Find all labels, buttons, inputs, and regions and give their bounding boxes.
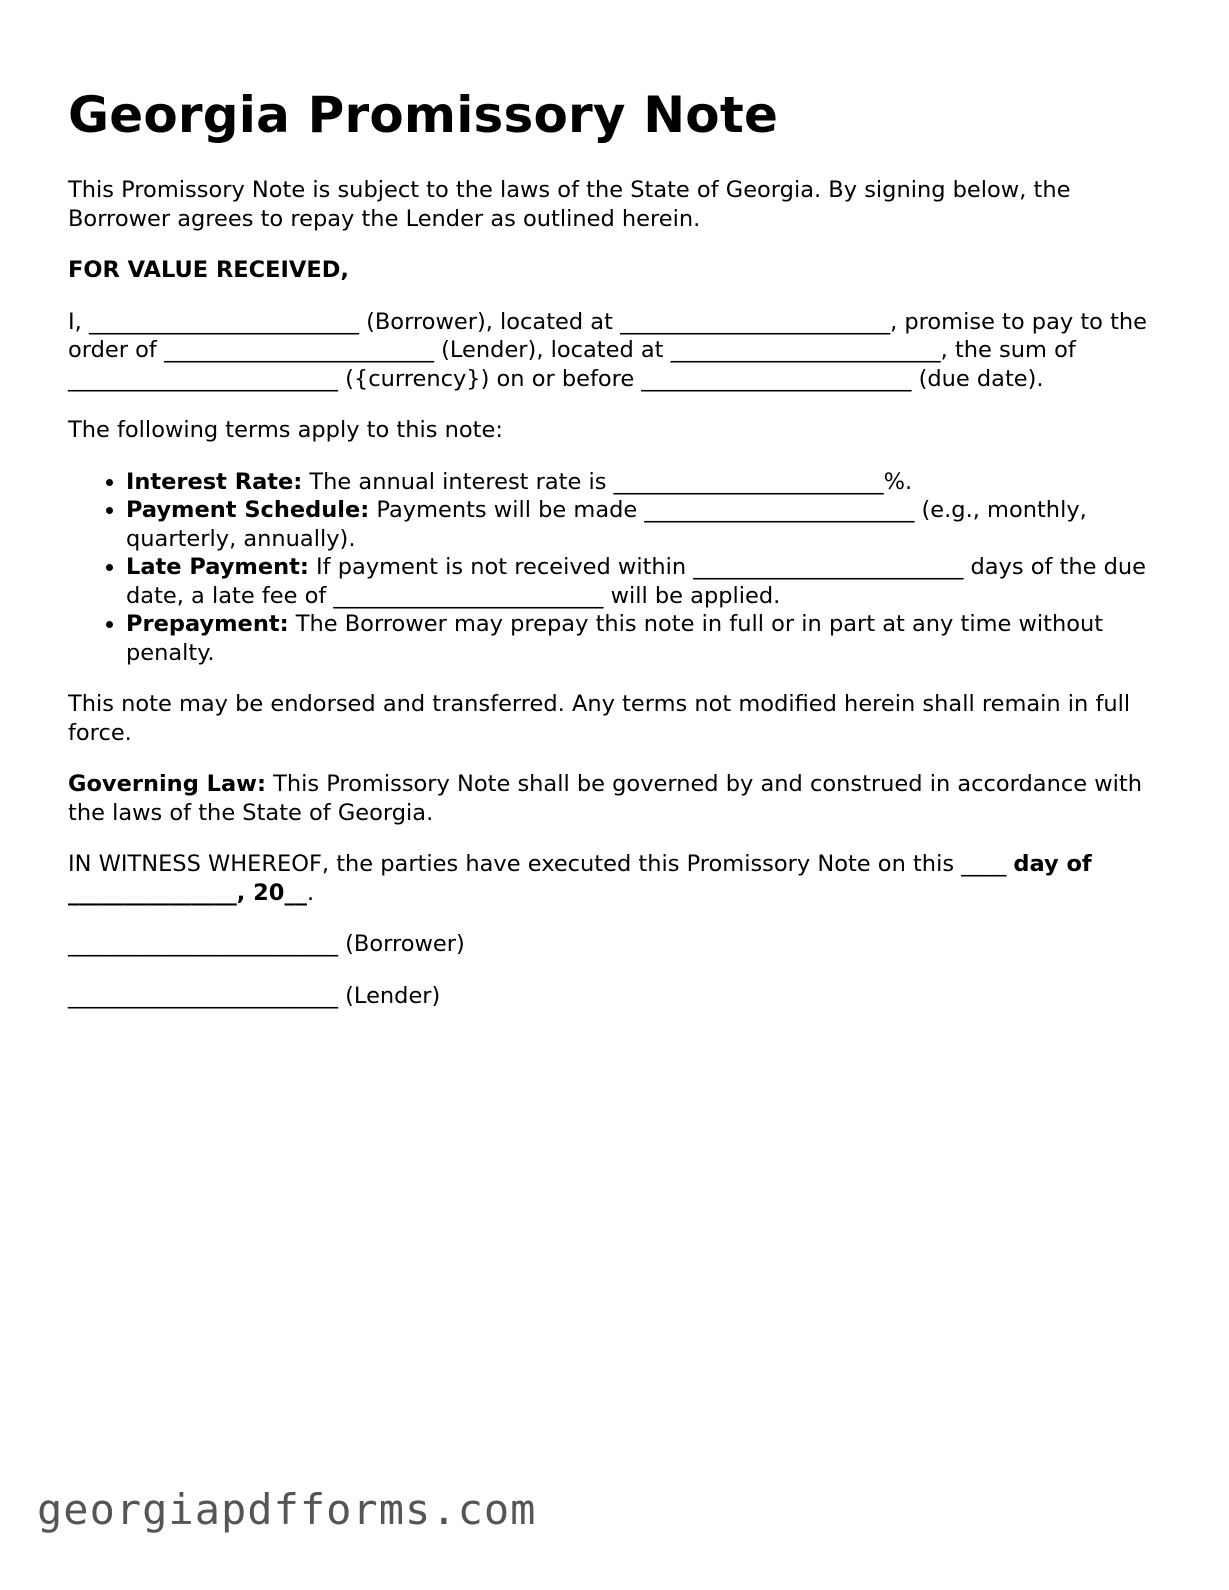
term-text: Payments will be made ________________________ (e.g., monthly, quarterly, annually). xyxy=(126,497,1087,552)
term-label: Prepayment: xyxy=(126,611,289,637)
term-label: Late Payment: xyxy=(126,554,309,580)
witness-text: IN WITNESS WHEREOF, the parties have executed this Promissory Note on this ____ xyxy=(68,851,1014,877)
endorse-paragraph: This note may be endorsed and transferred. Any terms not modified herein shall remain in full force. xyxy=(68,691,1131,746)
term-prepayment xyxy=(126,610,1168,667)
terms-list xyxy=(68,468,1168,668)
promise-paragraph: I, ________________________ (Borrower), located at ________________________, promise to pay to the order of ________________________ (Lender), located at ________________________, the sum of ________________________ ({currency}) on or before ________________________ (due date). xyxy=(68,308,1148,392)
watermark: georgiapdfforms.com xyxy=(37,1485,537,1534)
term-text: If payment is not received within ________________________ days of the due date, a late fee of ________________________ will be applied. xyxy=(126,554,1147,609)
term-interest-rate xyxy=(126,468,1168,497)
governing-law-label: Governing Law: xyxy=(68,771,266,797)
value-received-heading: FOR VALUE RECEIVED, xyxy=(68,257,349,283)
witness-paragraph xyxy=(68,850,1168,907)
borrower-signature-line: ________________________ (Borrower) xyxy=(68,931,465,957)
lender-signature-line: ________________________ (Lender) xyxy=(68,982,441,1009)
witness-end: . xyxy=(306,879,315,906)
term-payment-schedule xyxy=(126,496,1168,553)
terms-intro: The following terms apply to this note: xyxy=(68,417,503,443)
governing-law-paragraph xyxy=(68,770,1168,827)
governing-law-text: This Promissory Note shall be governed by and construed in accordance with the laws of the State of Georgia. xyxy=(68,771,1142,826)
page-title: Georgia Promissory Note xyxy=(68,86,779,144)
witness-date: day of _______________, 20__ xyxy=(68,851,1092,906)
term-text: The annual interest rate is ________________________%. xyxy=(302,468,913,495)
term-text: The Borrower may prepay this note in full or in part at any time without penalty. xyxy=(126,611,1104,666)
intro-paragraph: This Promissory Note is subject to the laws of the State of Georgia. By signing below, the Borrower agrees to repay the Lender as outlined herein. xyxy=(68,177,1071,232)
term-label: Payment Schedule: xyxy=(126,497,370,523)
term-late-payment xyxy=(126,553,1168,610)
term-label: Interest Rate: xyxy=(126,468,303,495)
document-page xyxy=(68,80,1168,1033)
